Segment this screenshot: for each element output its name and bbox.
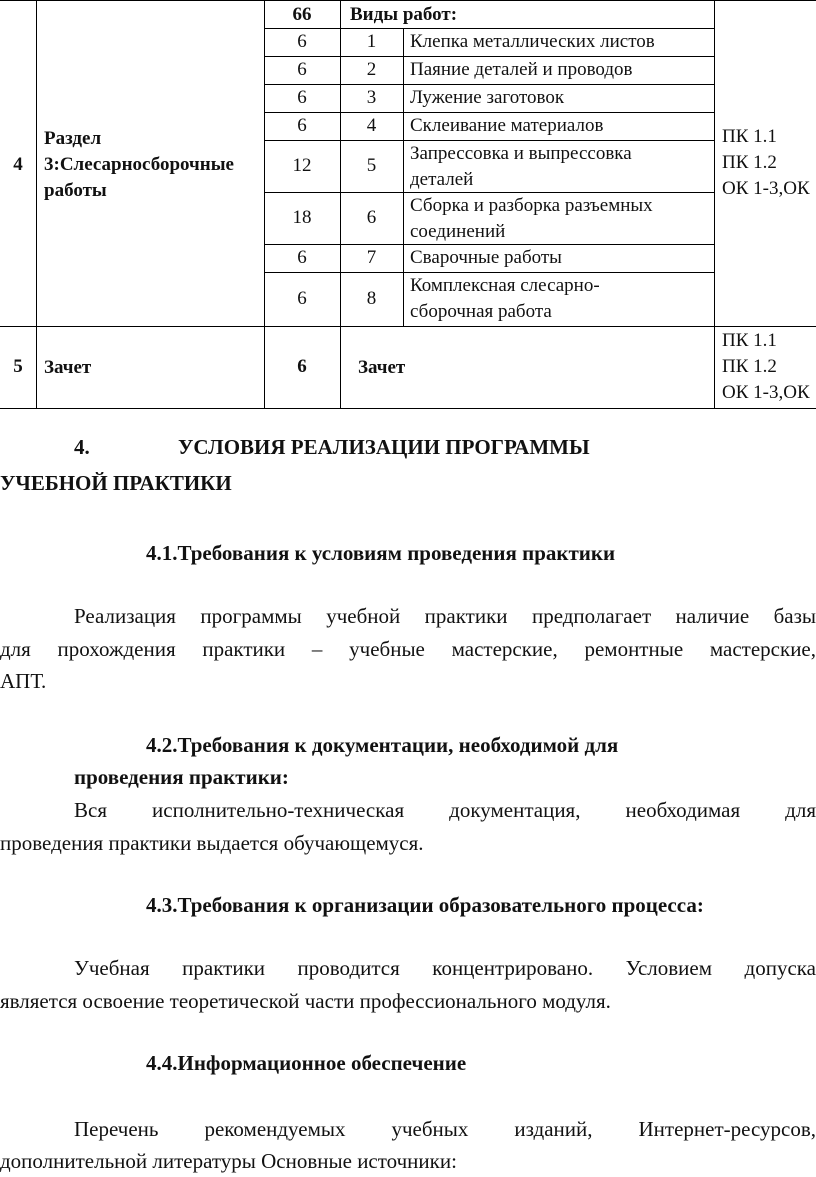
competency: ПК 1.1 [722, 330, 777, 351]
section-title-line: работы [44, 180, 107, 201]
work-name: Паяние деталей и проводов [410, 59, 633, 80]
work-name [410, 273, 600, 325]
work-number: 6 [366, 207, 377, 228]
chapter-number: 4. [74, 435, 90, 459]
section-heading: 4.4.Информационное обеспечение [146, 1051, 467, 1075]
competency: ПК 1.2 [722, 356, 777, 377]
paragraph-line: Вся исполнительно-техническая документация, необходимая для [74, 798, 816, 822]
kinds-of-work-header: Виды работ: [350, 4, 458, 25]
work-hours: 6 [297, 31, 307, 52]
section-heading: 4.2.Требования к документации, необходимой для [146, 733, 619, 757]
work-name: Лужение заготовок [410, 87, 565, 108]
work-name: Клепка металлических листов [410, 31, 655, 52]
table-rule [0, 408, 816, 409]
work-number: 2 [366, 59, 377, 80]
table-rule [36, 0, 37, 408]
work-name-line: сборочная работа [410, 301, 552, 322]
table-rule [0, 326, 816, 327]
work-number: 5 [366, 155, 377, 176]
work-hours: 18 [292, 207, 312, 228]
row-number: 4 [13, 154, 23, 175]
chapter-title-line1: УСЛОВИЯ РЕАЛИЗАЦИИ ПРОГРАММЫ [178, 435, 590, 459]
work-hours: 6 [297, 288, 307, 309]
section-heading: 4.1.Требования к условиям проведения практики [146, 541, 616, 565]
table-rule [714, 0, 715, 408]
table-rule [403, 28, 404, 326]
work-number: 4 [366, 115, 377, 136]
section-title-line: 3:Слесарносборочные [44, 154, 234, 175]
work-number: 3 [366, 87, 377, 108]
work-name-line: Комплексная слесарно- [410, 275, 600, 296]
work-name: Склеивание материалов [410, 115, 604, 136]
paragraph-line: для прохождения практики – учебные мастерские, ремонтные мастерские, [0, 637, 816, 661]
work-name-line: соединений [410, 221, 506, 242]
section-heading-line2: проведения практики: [74, 765, 289, 789]
work-name: Сварочные работы [410, 247, 562, 268]
competency: ОК 1-3,ОК [722, 382, 810, 403]
work-number: 8 [366, 288, 377, 309]
work-hours: 6 [297, 247, 307, 268]
work-number: 7 [366, 247, 377, 268]
paragraph-line: проведения практики выдается обучающемуся. [0, 831, 424, 855]
paragraph-line: является освоение теоретической части профессионального модуля. [0, 989, 611, 1013]
paragraph-line: Реализация программы учебной практики предполагает наличие базы [74, 604, 816, 628]
total-hours: 66 [292, 4, 312, 25]
competencies [722, 328, 816, 406]
work-hours: 12 [292, 155, 312, 176]
competency: ПК 1.1 [722, 126, 777, 147]
work-number: 1 [366, 31, 377, 52]
paragraph-line: Учебная практики проводится концентрировано. Условием допуска [74, 956, 816, 980]
competencies [722, 124, 816, 202]
section-heading: 4.3.Требования к организации образовательного процесса: [146, 893, 704, 917]
competency: ПК 1.2 [722, 152, 777, 173]
row-number: 5 [13, 356, 23, 377]
work-name [410, 193, 653, 245]
paragraph-line: АПТ. [0, 669, 47, 693]
work-hours: 6 [297, 115, 307, 136]
work-hours: 6 [297, 87, 307, 108]
work-name-line: деталей [410, 169, 474, 190]
section-title: Зачет [44, 357, 92, 378]
paragraph-line: дополнительной литературы Основные источники: [0, 1149, 457, 1173]
section-title-line: Раздел [44, 128, 102, 149]
work-name: Зачет [358, 357, 406, 378]
paragraph-line: Перечень рекомендуемых учебных изданий, Интернет-ресурсов, [74, 1117, 816, 1141]
section-title [44, 126, 260, 204]
competency: ОК 1-3,ОК [722, 178, 810, 199]
table-rule [0, 0, 816, 1]
work-name-line: Запрессовка и выпрессовка [410, 143, 632, 164]
total-hours: 6 [297, 356, 307, 377]
work-name [410, 141, 632, 193]
chapter-title-line2: УЧЕБНОЙ ПРАКТИКИ [0, 471, 232, 495]
work-hours: 6 [297, 59, 307, 80]
work-name-line: Сборка и разборка разъемных [410, 195, 653, 216]
